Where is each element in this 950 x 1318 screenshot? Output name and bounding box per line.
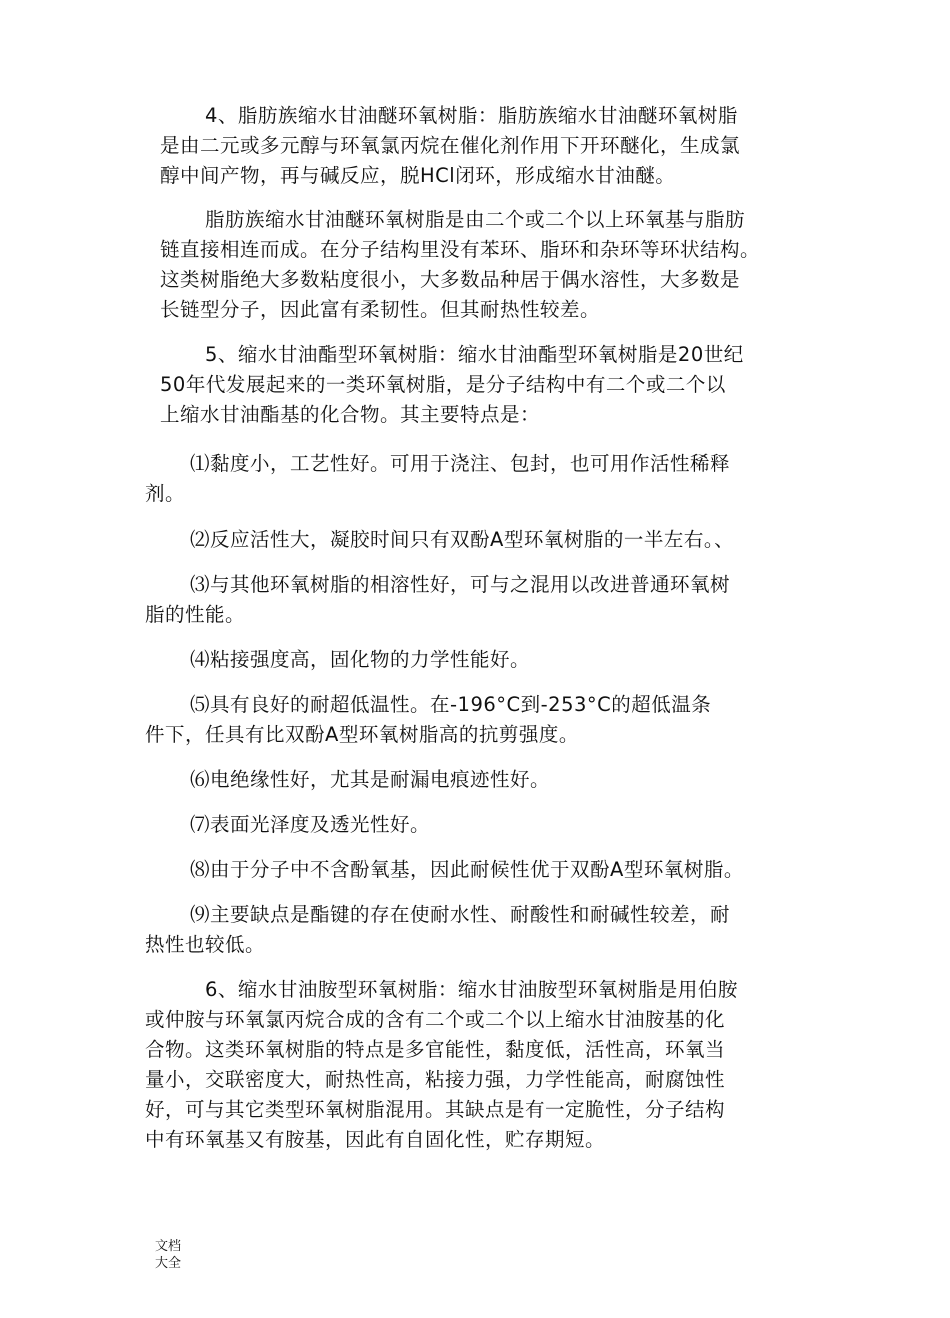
text-line: 好，可与其它类型环氧树脂混用。其缺点是有一定脆性，分子结构 [145,1098,726,1121]
list-item-line: ⑴黏度小，工艺性好。可用于浇注、包封，也可用作活性稀释 [190,452,731,475]
list-item-line: ⑺表面光泽度及透光性好。 [190,813,431,836]
text-line: 是由二元或多元醇与环氧氯丙烷在催化剂作用下开环醚化，生成氯 [160,134,741,157]
text-line: 中有环氧基又有胺基，因此有自固化性，贮存期短。 [145,1128,606,1151]
list-item-line: ⑸具有良好的耐超低温性。在-196°C到-253°C的超低温条 [190,693,712,716]
text-line: 6、缩水甘油胺型环氧树脂：缩水甘油胺型环氧树脂是用伯胺 [205,978,738,1001]
text-line: 链直接相连而成。在分子结构里没有苯环、脂环和杂环等环状结构。 [160,238,761,261]
list-item-line: ⑹电绝缘性好，尤其是耐漏电痕迹性好。 [190,768,551,791]
text-line: 上缩水甘油酯基的化合物。其主要特点是： [160,403,541,426]
text-line: 50年代发展起来的一类环氧树脂，是分子结构中有二个或二个以 [160,373,726,396]
list-item-line: ⑵反应活性大，凝胶时间只有双酚A型环氧树脂的一半左右。、 [190,528,735,551]
list-item-line: ⑻由于分子中不含酚氧基，因此耐候性优于双酚A型环氧树脂。 [190,858,744,881]
list-item-line: 件下，任具有比双酚A型环氧树脂高的抗剪强度。 [145,723,579,746]
text-line: 5、缩水甘油酯型环氧树脂：缩水甘油酯型环氧树脂是20世纪 [205,343,744,366]
list-item-line: 热性也较低。 [145,933,266,956]
text-line: 4、脂肪族缩水甘油醚环氧树脂：脂肪族缩水甘油醚环氧树脂 [205,104,738,127]
text-line: 量小，交联密度大，耐热性高，粘接力强，力学性能高，耐腐蚀性 [145,1068,726,1091]
list-item-line: 剂。 [145,482,186,505]
footer-label: 大全 [155,1256,182,1271]
list-item-line: 脂的性能。 [145,603,246,626]
footer-label: 文档 [155,1239,182,1254]
text-line: 这类树脂绝大多数粘度很小，大多数品种居于偶水溶性，大多数是 [160,268,741,291]
text-line: 脂肪族缩水甘油醚环氧树脂是由二个或二个以上环氧基与脂肪 [205,208,746,231]
text-line: 长链型分子，因此富有柔韧性。但其耐热性较差。 [160,298,601,321]
list-item-line: ⑶与其他环氧树脂的相溶性好，可与之混用以改进普通环氧树 [190,573,731,596]
list-item-line: ⑼主要缺点是酯键的存在使耐水性、耐酸性和耐碱性较差，耐 [190,903,731,926]
text-line: 或仲胺与环氧氯丙烷合成的含有二个或二个以上缩水甘油胺基的化 [145,1008,726,1031]
list-item-line: ⑷粘接强度高，固化物的力学性能好。 [190,648,531,671]
text-line: 合物。这类环氧树脂的特点是多官能性，黏度低，活性高，环氧当 [145,1038,726,1061]
text-line: 醇中间产物，再与碱反应，脱HCl闭环，形成缩水甘油醚。 [160,164,676,187]
